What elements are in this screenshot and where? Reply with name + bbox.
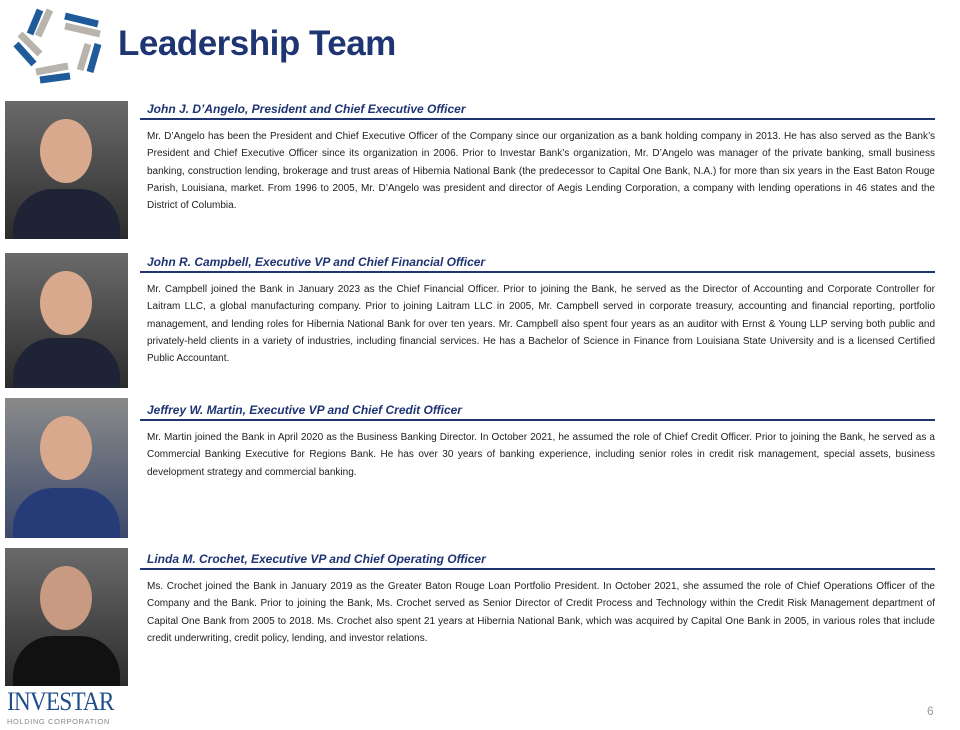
bio-section	[140, 551, 935, 647]
person-name: Linda M. Crochet, Executive VP and Chief Operating Officer	[147, 552, 486, 566]
page-title: Leadership Team	[118, 24, 396, 63]
person-name: John R. Campbell, Executive VP and Chief Financial Officer	[147, 255, 486, 269]
person-bio: Ms. Crochet joined the Bank in January 2019 as the Greater Baton Rouge Loan Portfolio President. In October 2021, she assumed the role of Chief Operations Officer of the Company and the Bank. Prior to joining the Bank, Ms. Crochet served as Senior Director of Credit Process and Technology within the Credit Risk Management department of Capital One Bank from 2005 to 2018. Ms. Crochet also spent 21 years at Hibernia National Bank, which was acquired by Capital One Bank in 2005, in various roles that include credit underwriting, credit policy, lending, and investor relations.	[147, 581, 935, 644]
portrait-john-campbell	[5, 253, 128, 388]
logo-subtitle: HOLDING CORPORATION	[7, 717, 110, 726]
bio-section	[140, 254, 935, 367]
person-bio: Mr. Campbell joined the Bank in January 2023 as the Chief Financial Officer. Prior to joining the Bank, he served as the Director of Accounting and Corporate Controller for Laitram LLC, a global manufacturing company. Prior to joining Laitram LLC in 2005, Mr. Campbell served in corporate treasury, accounting and financial reporting, portfolio management, and lending roles for Hibernia National Bank for over ten years. Mr. Campbell also spent four years as an auditor with Ernst & Young LLP serving both public and privately-held clients in a variety of industries, including financial services. He has a Bachelor of Science in Finance from Louisiana State University and is a licensed Certified Public Accountant.	[147, 284, 935, 365]
company-star-logo-icon	[10, 4, 106, 84]
divider	[140, 271, 935, 273]
divider	[140, 419, 935, 421]
portrait-linda-crochet	[5, 548, 128, 686]
divider	[140, 118, 935, 120]
person-name: John J. D’Angelo, President and Chief Executive Officer	[147, 102, 466, 116]
person-bio: Mr. Martin joined the Bank in April 2020 as the Business Banking Director. In October 2021, he assumed the role of Chief Credit Officer. Prior to joining the Bank, he served as a Commercial Banking Executive for Regions Bank. He has over 30 years of banking experience, including senior roles in credit risk management, special assets, business development strategy and commercial banking.	[147, 432, 935, 478]
bio-section	[140, 402, 935, 481]
logo-wordmark: INVESTAR	[7, 687, 114, 716]
portrait-john-dangelo	[5, 101, 128, 239]
portrait-jeffrey-martin	[5, 398, 128, 538]
person-name: Jeffrey W. Martin, Executive VP and Chief Credit Officer	[147, 403, 462, 417]
investar-logo	[7, 687, 125, 727]
bio-section	[140, 101, 935, 214]
page-number: 6	[927, 704, 934, 718]
person-bio: Mr. D’Angelo has been the President and Chief Executive Officer of the Company since our organization as a bank holding company in 2013. He has also served as the Bank’s President and Chief Executive Officer since its organization in 2006. Prior to Investar Bank’s organization, Mr. D’Angelo was manager of the private banking, small business banking, construction lending, brokerage and trust areas of Hibernia National Bank (the predecessor to Capital One Bank, N.A.) for more than six years in the East Baton Rouge Parish, Louisiana, market. From 1996 to 2005, Mr. D’Angelo was president and director of Aegis Lending Corporation, a company with lending operations in 46 states and the District of Columbia.	[147, 131, 935, 212]
divider	[140, 568, 935, 570]
